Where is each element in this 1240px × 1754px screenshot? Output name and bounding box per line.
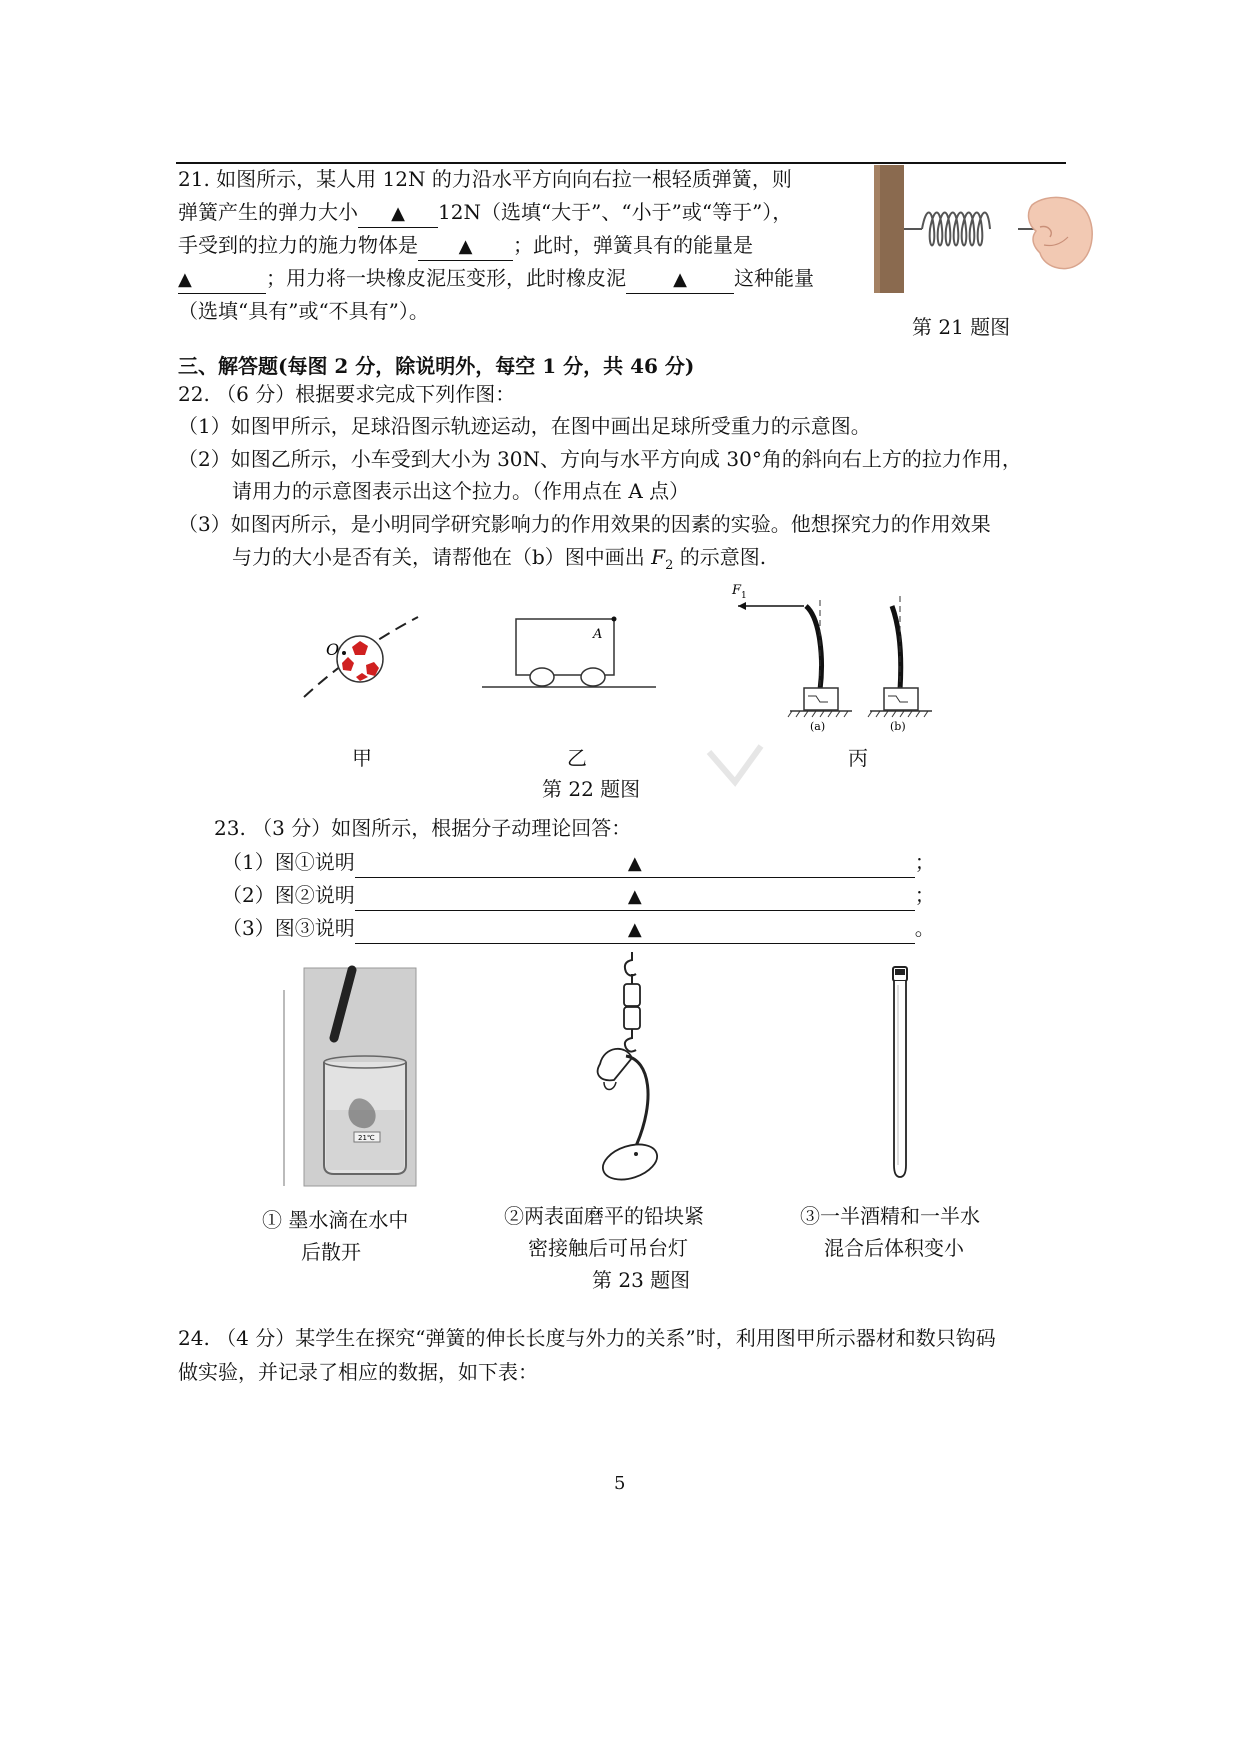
fig-bing-ruler bbox=[720, 578, 950, 738]
q21-line3 bbox=[178, 229, 753, 262]
q23-row3-label: （3）图③说明 bbox=[222, 916, 355, 940]
q21-line3-text: 手受到的拉力的施力物体是 bbox=[178, 233, 418, 257]
f1-subscript: 1 bbox=[741, 591, 747, 601]
f2-subscript: 2 bbox=[665, 558, 674, 573]
ruler-a bbox=[806, 606, 821, 690]
q21-spring-figure bbox=[872, 165, 1102, 295]
q22-part2b: 请用力的示意图表示出这个拉力。（作用点在 A 点） bbox=[232, 479, 690, 503]
q23-row2-end: ； bbox=[914, 883, 935, 907]
q22-part1: （1）如图甲所示，足球沿图示轨迹运动，在图中画出足球所受重力的示意图。 bbox=[178, 414, 871, 438]
watermark-mark bbox=[705, 742, 765, 792]
q23-intro: 23. （3 分）如图所示，根据分子动理论回答： bbox=[214, 816, 632, 840]
q23-row3 bbox=[222, 912, 935, 945]
lamp-arm bbox=[626, 1056, 648, 1146]
fig23-3-caption-a: ③一半酒精和一半水 bbox=[800, 1204, 980, 1228]
label-sub-a: (a) bbox=[810, 720, 826, 733]
point-a-label: A bbox=[593, 627, 603, 642]
fig23-1-caption-a: ① 墨水滴在水中 bbox=[262, 1208, 409, 1232]
q23-blank-1[interactable]: ▲ bbox=[355, 849, 915, 878]
q23-blank-2[interactable]: ▲ bbox=[355, 882, 915, 911]
q24-line2: 做实验，并记录了相应的数据，如下表： bbox=[178, 1360, 538, 1384]
q21-line2-tail: 12N（选填“大于”、“小于”或“等于”）， bbox=[438, 200, 793, 224]
spring-icon bbox=[904, 213, 1038, 246]
point-o-label: O bbox=[326, 640, 340, 659]
f1-label: F bbox=[732, 583, 742, 598]
q21-line2-text: 弹簧产生的弹力大小 bbox=[178, 200, 358, 224]
fig-yi-cart bbox=[480, 615, 660, 695]
label-jia: 甲 bbox=[352, 746, 372, 770]
q23-row3-end: 。 bbox=[914, 916, 935, 940]
q21-line2 bbox=[178, 196, 792, 229]
f2-symbol: F bbox=[651, 545, 666, 569]
q21-line4-text: ；用力将一块橡皮泥压变形，此时橡皮泥 bbox=[266, 266, 626, 290]
clamp-b bbox=[884, 688, 918, 710]
fig23-1-ink-beaker bbox=[274, 950, 424, 1190]
lead-block-bottom bbox=[624, 1007, 640, 1029]
q21-blank-1[interactable]: ▲ bbox=[358, 199, 438, 228]
fig23-2-lead-blocks-lamp bbox=[570, 950, 680, 1190]
q23-row1-end: ； bbox=[914, 850, 935, 874]
q21-line1: 21. 如图所示，某人用 12N 的力沿水平方向向右拉一根轻质弹簧，则 bbox=[178, 167, 792, 191]
cart-wheel-right bbox=[581, 668, 605, 686]
cart-wheel-left bbox=[530, 668, 554, 686]
label-yi: 乙 bbox=[567, 746, 587, 770]
q21-line4-tail: 这种能量 bbox=[734, 266, 814, 290]
ruler-b bbox=[892, 606, 901, 690]
q21-blank-2[interactable]: ▲ bbox=[418, 232, 513, 261]
fig23-2-caption-b: 密接触后可吊台灯 bbox=[528, 1236, 688, 1260]
q22-part3b-text: 与力的大小是否有关，请帮他在（b）图中画出 bbox=[232, 545, 652, 569]
fig23-3-caption-b: 混合后体积变小 bbox=[824, 1236, 964, 1260]
fig-jia-football bbox=[300, 605, 430, 705]
lamp-shade bbox=[598, 1049, 632, 1080]
tube-body bbox=[894, 981, 906, 1177]
q23-blank-3[interactable]: ▲ bbox=[355, 915, 915, 944]
football-icon bbox=[337, 636, 383, 682]
q23-row1 bbox=[222, 846, 935, 879]
hand-icon bbox=[1029, 197, 1093, 268]
q21-blank-4[interactable]: ▲ bbox=[626, 265, 734, 294]
q22-part3b-tail: 的示意图. bbox=[673, 545, 767, 569]
q22-caption: 第 22 题图 bbox=[542, 777, 641, 801]
lead-block-top bbox=[624, 984, 640, 1006]
label-bing: 丙 bbox=[848, 746, 868, 770]
lamp-base bbox=[598, 1138, 661, 1186]
q21-caption: 第 21 题图 bbox=[912, 315, 1011, 339]
q23-row2-label: （2）图②说明 bbox=[222, 883, 355, 907]
fig23-2-caption-a: ②两表面磨平的铅块紧 bbox=[504, 1204, 704, 1228]
q23-caption: 第 23 题图 bbox=[592, 1268, 691, 1292]
q22-part3a: （3）如图丙所示，是小明同学研究影响力的作用效果的因素的实验。他想探究力的作用效果 bbox=[178, 512, 991, 536]
fig23-3-test-tube bbox=[880, 965, 920, 1185]
fig23-1-caption-b: 后散开 bbox=[301, 1240, 361, 1264]
page-number: 5 bbox=[614, 1473, 626, 1494]
q24-line1: 24. （4 分）某学生在探究“弹簧的伸长长度与外力的关系”时，利用图甲所示器材和数只钩码 bbox=[178, 1326, 996, 1350]
q21-line3-tail: ；此时，弹簧具有的能量是 bbox=[513, 233, 753, 257]
q21-blank-3[interactable]: ▲ bbox=[178, 265, 266, 294]
q21-line4 bbox=[178, 262, 814, 295]
section3-title: 三、解答题(每图 2 分，除说明外，每空 1 分，共 46 分) bbox=[178, 354, 695, 378]
clamp-a bbox=[804, 688, 838, 710]
q21-line5: （选填“具有”或“不具有”）。 bbox=[178, 299, 429, 323]
q22-part2a: （2）如图乙所示，小车受到大小为 30N、方向与水平方向成 30°角的斜向右上方的拉力作用， bbox=[178, 447, 1022, 471]
beaker-temp-label: 21℃ bbox=[358, 1134, 375, 1142]
q22-intro: 22. （6 分）根据要求完成下列作图： bbox=[178, 382, 516, 406]
top-hook bbox=[625, 952, 636, 976]
q23-row1-label: （1）图①说明 bbox=[222, 850, 355, 874]
label-sub-b: (b) bbox=[890, 720, 906, 733]
q22-part3b bbox=[232, 541, 766, 582]
q23-row2 bbox=[222, 879, 935, 912]
